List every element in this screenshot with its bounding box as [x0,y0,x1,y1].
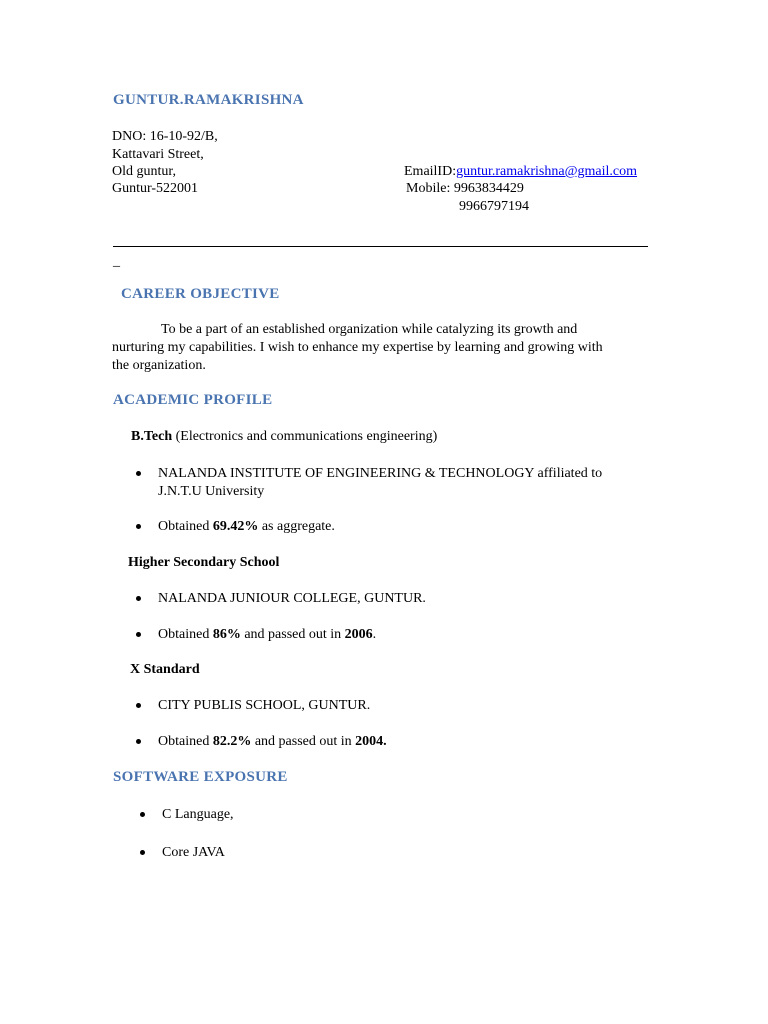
btech-title: B.Tech [131,429,173,444]
mobile-number-2: 9966797194 [459,199,529,214]
btech-institute-line-1: NALANDA INSTITUTE OF ENGINEERING & TECHNOLOGY affiliated to [158,466,603,481]
career-objective-heading: CAREER OBJECTIVE [121,286,280,302]
btech-obtained-prefix: Obtained [158,519,210,534]
career-objective-line-3: the organization. [112,358,206,373]
bullet-icon [140,812,145,817]
candidate-name: GUNTUR.RAMAKRISHNA [113,92,304,108]
hsc-title [128,554,279,571]
ssc-score: 82.2% [212,734,252,749]
hsc-institute: NALANDA JUNIOUR COLLEGE, GUNTUR. [158,591,426,606]
bullet-icon [136,524,141,529]
ssc-institute: CITY PUBLIS SCHOOL, GUNTUR. [158,698,371,713]
separator-rule [113,246,648,247]
btech-subtitle: (Electronics and communications engineering) [175,429,438,444]
hsc-score-row [158,626,376,643]
bullet-icon [140,850,145,855]
ssc-title [130,661,200,678]
email-row [404,163,637,180]
rule-trailer: _ [113,254,120,269]
career-objective-line-1: To be a part of an established organization while catalyzing its growth and [161,322,578,337]
bullet-icon [136,471,141,476]
address-line-2: Kattavari Street, [112,147,204,162]
ssc-year: 2004. [355,734,387,749]
mobile-label: Mobile: [406,181,451,196]
software-exposure-heading: SOFTWARE EXPOSURE [113,769,288,785]
email-label: EmailID: [404,164,457,179]
bullet-icon [136,739,141,744]
hsc-score: 86% [212,627,241,642]
ssc-score-row [158,733,387,750]
address-line-3: Old guntur, [112,164,176,179]
btech-obtained-suffix: as aggregate. [261,519,335,534]
btech-score-row [158,518,335,535]
software-item: C Language, [162,807,234,822]
btech-title-row [131,428,437,445]
bullet-icon [136,703,141,708]
btech-score: 69.42% [212,519,259,534]
btech-institute-line-2: J.N.T.U University [158,484,265,499]
hsc-middle-text: and passed out in [244,627,342,642]
email-link[interactable]: guntur.ramakrishna@gmail.com [456,164,637,179]
mobile-row [406,180,524,197]
ssc-middle-text: and passed out in [254,734,352,749]
software-item: Core JAVA [162,845,225,860]
hsc-title-text: Higher Secondary School [128,555,280,570]
mobile-number-1: 9963834429 [453,181,524,196]
hsc-obtained-prefix: Obtained [158,627,210,642]
hsc-year: 2006 [344,627,373,642]
bullet-icon [136,632,141,637]
address-line-1: DNO: 16-10-92/B, [112,129,218,144]
ssc-title-text: X Standard [130,662,200,677]
address-line-4: Guntur-522001 [112,181,199,196]
career-objective-line-2: nurturing my capabilities. I wish to enhance my expertise by learning and growing with [112,340,603,355]
academic-profile-heading: ACADEMIC PROFILE [113,392,273,408]
bullet-icon [136,596,141,601]
ssc-obtained-prefix: Obtained [158,734,210,749]
hsc-end-punct: . [372,627,377,642]
